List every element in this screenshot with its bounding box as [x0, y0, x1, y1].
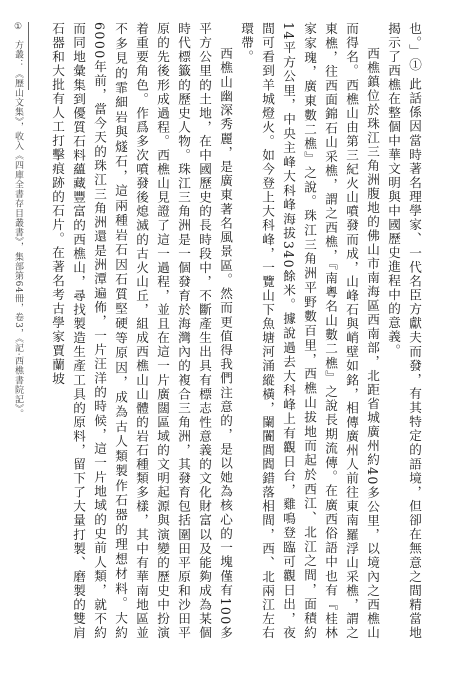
footnote-separator: [28, 22, 29, 90]
main-text-body: [35, 22, 425, 640]
paragraph-3: 西樵山幽深秀麗，是廣東著名風景區。然而更值得我們注意的，是以她為核心的一塊僅有100多平方公里的土地，在中國歷史的長時段中，不斷產生出具有標志性意義的文化財富以及能夠成為某個時代標籤的歷史人物。珠江三角洲是一個發育於海灣內的複合三角洲，其發育包括圍田平原和沙田平原的先後形成過程。西樵山見證了這一過程，並且在這一片廣闊區域的文明起源與演變的歷史中扮演着重要角色。作爲多次噴發後熄滅的古火山丘，組成西樵山山體的岩石種類多樣，其中有華南地區並不多見的霏細岩與燧石，這兩種岩石因石質堅硬等原因，成為古人類製作石器的理想材料。大約6000年前，當今天的珠江三角洲還是洲潭遍佈，一片汪洋的時候，這一片地域的史前人類，就不約而同地彙集到優質石料蘊藏豐富的西樵山，尋找製造生產工具的原料，留下了大量打製、磨製的雙肩石器和大批有人工打擊痕跡的石片。在著名考古學家賈蘭坡: [50, 22, 233, 640]
footnote: [2, 22, 24, 602]
footnote-marker: ①: [13, 22, 23, 33]
paragraph-1: 也。」① 此話係因當時著名理學家、一代名臣方獻夫而發，有其特定的語境，但卻在無意之間精當地揭示了西樵在整個中華文明與中國歷史進程中的意義。: [386, 22, 422, 640]
paragraph-2: 西樵鎮位於珠江三角洲腹地的佛山市南海區西南部，北距省城廣州約40多公里，以境內之西樵山而得名。西樵山由第三紀火山噴發而成，山峰石與峭壁如銘，相傳廣州人前往東南羅浮山采樵，謂之東樵，往西面錦石山采樵，謂之西樵，『南粵名山數二樵』之說長期流傳。在廣西俗語中也有『桂林家家瑰，廣東數二樵』之說。珠江三角洲平野數百里，西樵山拔地而起於西江、北江之間，面積約14平方公里，中央主峰大科峰海拔340餘米。據說過去大科峰上有觀日台，雞鳴登臨可觀日出，夜間可看到羊城燈火。如今登上大科峰，一覽山下魚塘河涌縱橫，闌闠閭閻錯落相間，西、北兩江左右環帶。: [239, 22, 380, 641]
footnote-text: 方叢：《歷山文集》，收入《四庫全書存目叢書》，集部第64冊，卷3，《記·西樵書院記》。: [13, 40, 23, 419]
